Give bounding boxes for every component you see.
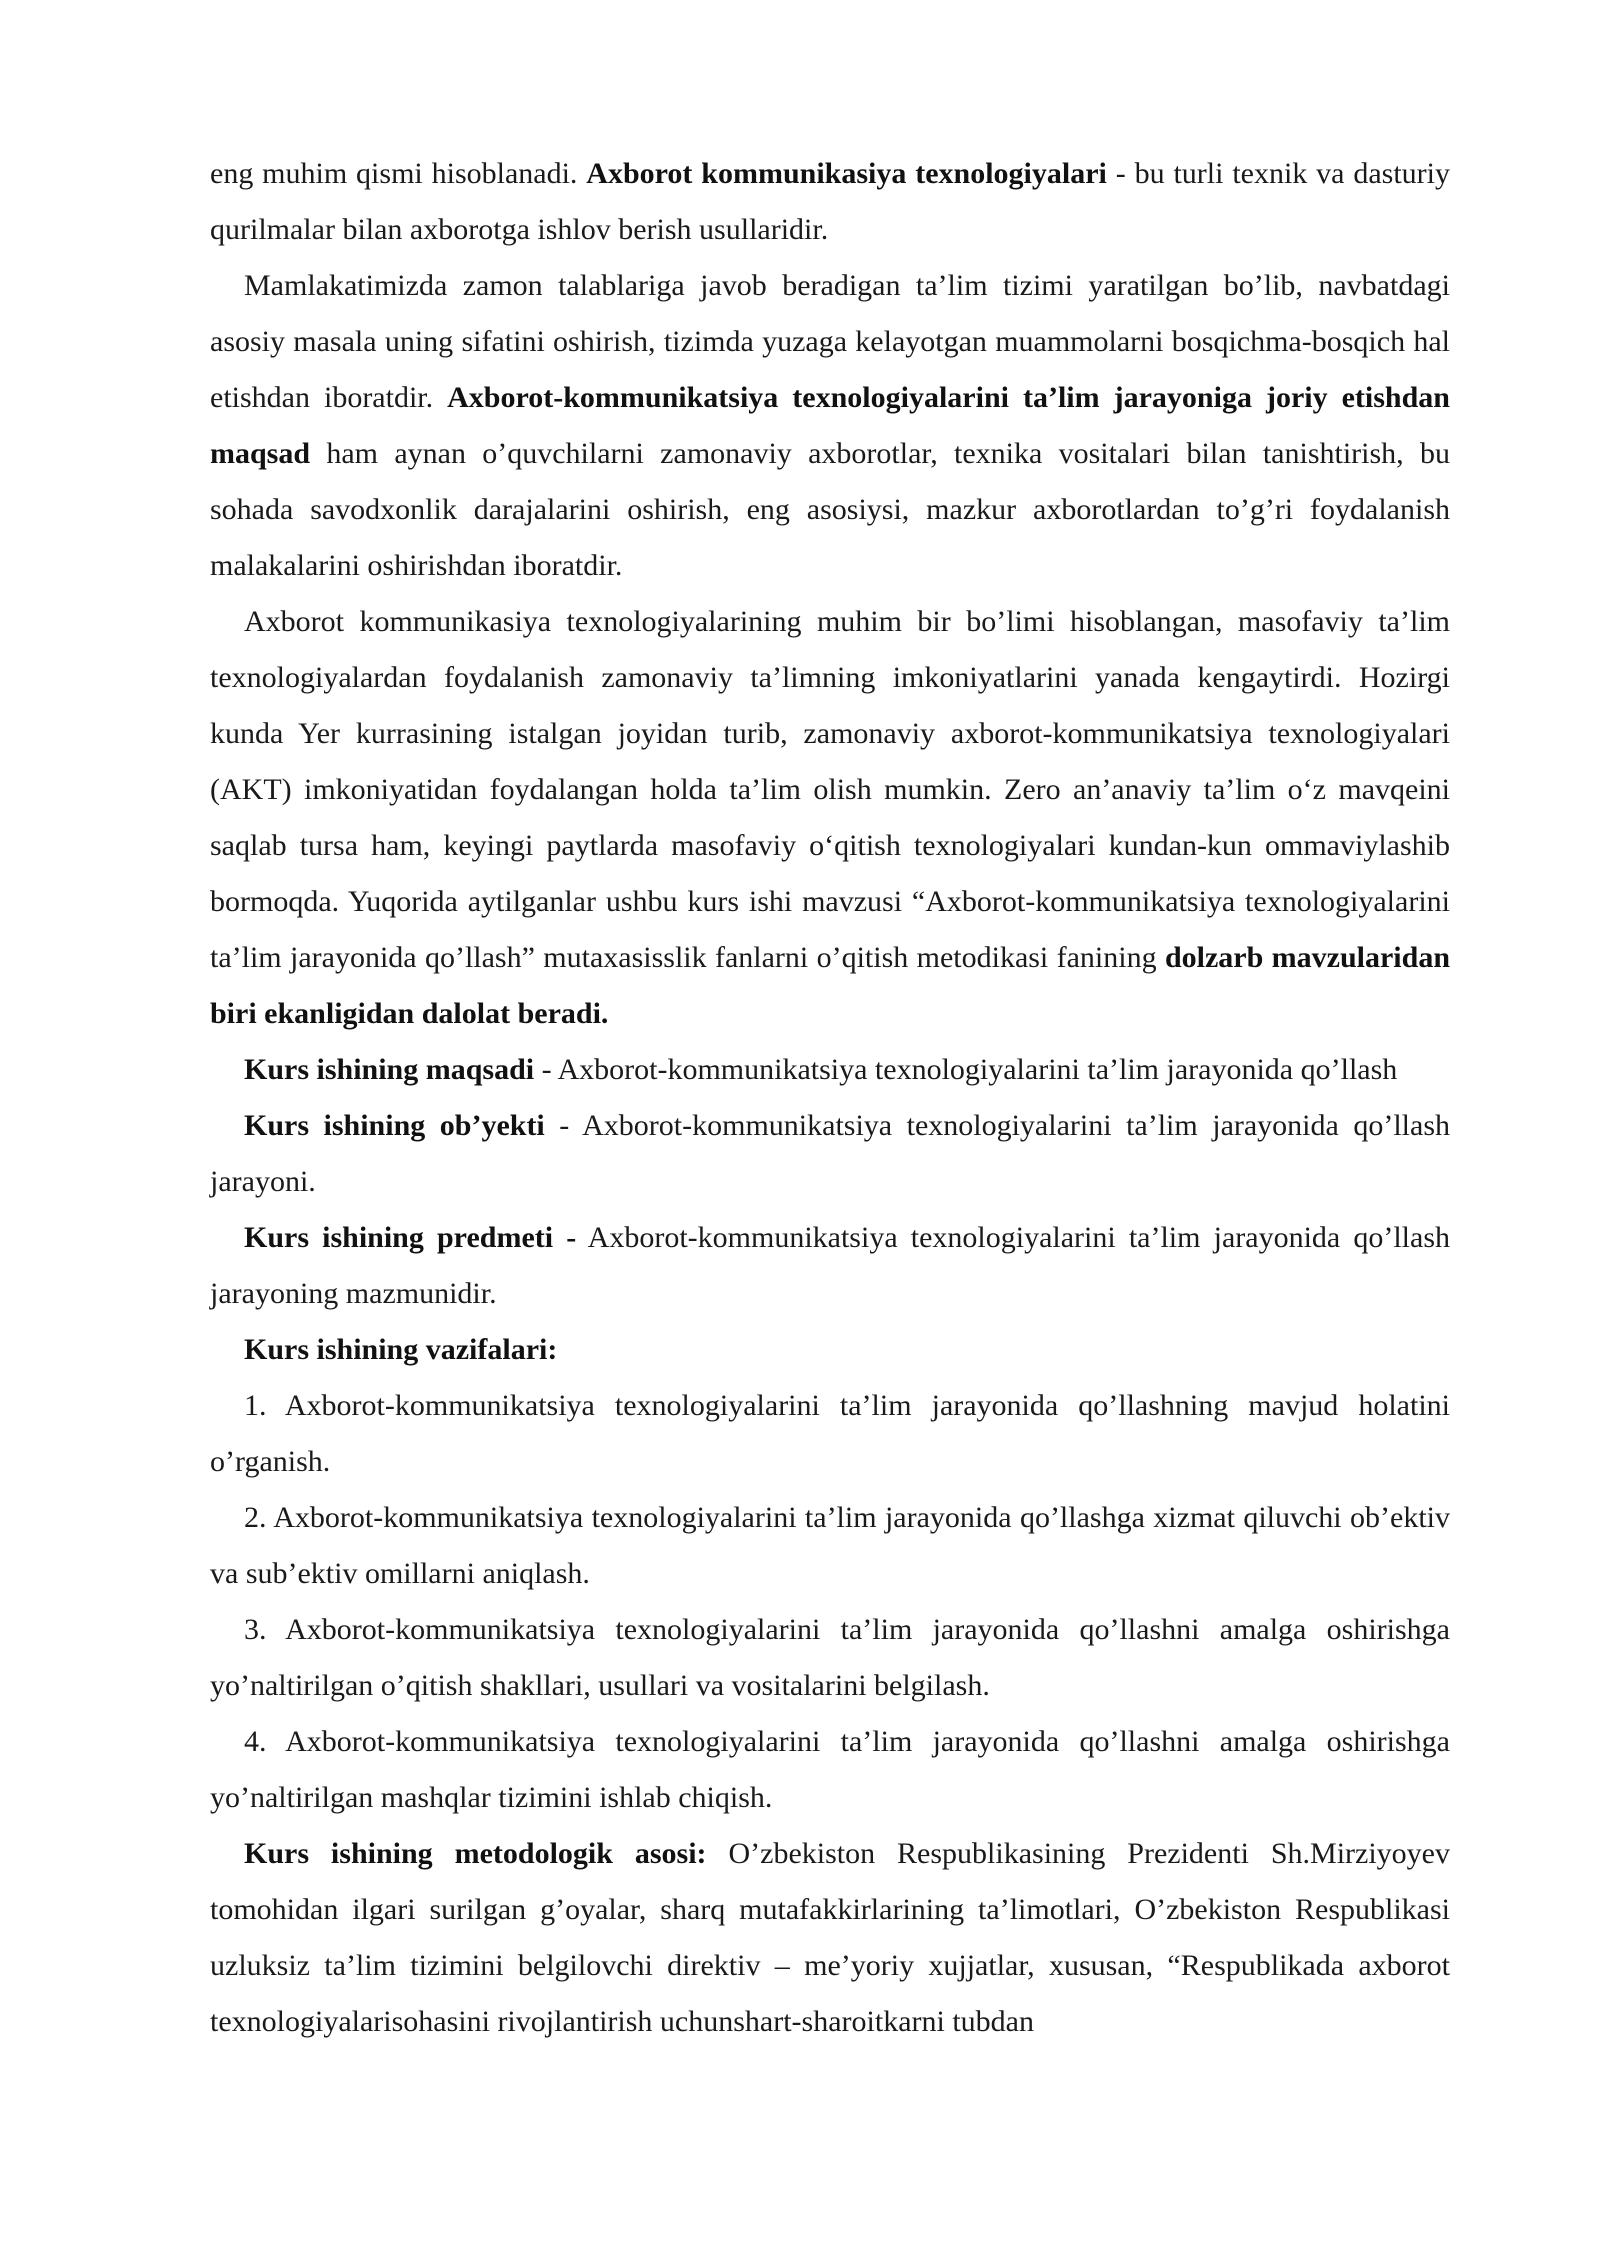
bold-term: Kurs ishining maqsadi xyxy=(244,1053,535,1086)
paragraph-purpose xyxy=(210,1042,1450,1098)
document-page xyxy=(210,146,1450,2050)
bold-term: dolzarb mavzularidan biri ekanligidan dalolat beradi. xyxy=(210,941,1451,1030)
text-span: ham aynan o’quvchilarni zamonaviy axborotlar, texnika vositalari bilan tanishtirish, bu sohada savodxonlik darajalarini oshirish, eng asosiysi, mazkur axborotlardan to’g’ri foydalanish malakalarini oshirishdan iboratdir. xyxy=(210,437,1450,582)
task-item: 3. Axborot-kommunikatsiya texnologiyalarini ta’lim jarayonida qo’llashni amalga oshirishga yo’naltirilgan o’qitish shakllari, usullari va vositalarini belgilash. xyxy=(210,1613,1450,1702)
text-span: - Axborot-kommunikatsiya texnologiyalarini ta’lim jarayonida qo’llash jarayoni. xyxy=(210,1109,1450,1198)
paragraph-subject xyxy=(210,1210,1450,1322)
text-span: Axborot kommunikasiya texnologiyalarining muhim bir bo’limi hisoblangan, masofaviy ta’lim texnologiyalardan foydalanish zamonaviy ta’limning imkoniyatlarini yanada kengaytirdi. Hozirgi kunda Yer kurrasining istalgan joyidan turib, zamonaviy axborot-kommunikatsiya texnologiyalari (AKT) imkoniyatidan foydalangan holda ta’lim olish mumkin. Zero an’anaviy ta’lim o‘z mavqeini saqlab tursa ham, keyingi paytlarda masofaviy o‘qitish texnologiyalari kundan-kun ommaviylashib bormoqda. Yuqorida aytilganlar ushbu kurs ishi mavzusi “Axborot-kommunikatsiya texnologiyalarini ta’lim jarayonida qo’llash” mutaxasisslik fanlarni o’qitish metodikasi fanining xyxy=(210,605,1450,974)
text-span: eng muhim qismi hisoblanadi. xyxy=(210,157,587,190)
task-item: 4. Axborot-kommunikatsiya texnologiyalarini ta’lim jarayonida qo’llashni amalga oshirishga yo’naltirilgan mashqlar tizimini ishlab chiqish. xyxy=(210,1725,1450,1814)
task-item: 1. Axborot-kommunikatsiya texnologiyalarini ta’lim jarayonida qo’llashning mavjud holatini o’rganish. xyxy=(210,1389,1450,1478)
paragraph-intro xyxy=(210,146,1450,258)
paragraph-distance-learning xyxy=(210,594,1450,1042)
bold-term: Kurs ishining vazifalari: xyxy=(244,1333,558,1366)
paragraph-goal xyxy=(210,258,1450,594)
bold-term: Kurs ishining predmeti - xyxy=(244,1221,577,1254)
text-span: - Axborot-kommunikatsiya texnologiyalarini ta’lim jarayonida qo’llash xyxy=(534,1053,1398,1086)
text-span: Axborot-kommunikatsiya texnologiyalarini ta’lim jarayonida qo’llash jarayoning mazmunidir. xyxy=(210,1221,1450,1310)
bold-term: Axborot-kommunikatsiya texnologiyalarini ta’lim jarayoniga joriy etishdan maqsad xyxy=(210,381,1450,470)
bold-term: Kurs ishining metodologik asosi: xyxy=(244,1837,707,1870)
bold-term: Axborot kommunikasiya texnologiyalari xyxy=(586,157,1107,190)
task-item: 2. Axborot-kommunikatsiya texnologiyalarini ta’lim jarayonida qo’llashga xizmat qiluvchi ob’ektiv va sub’ektiv omillarni aniqlash. xyxy=(210,1501,1450,1590)
text-span: O’zbekiston Respublikasining Prezidenti Sh.Mirziyoyev tomohidan ilgari surilgan g’oyalar, sharq mutafakkirlarining ta’limotlari, O’zbekiston Respublikasi uzluksiz ta’lim tizimini belgilovchi direktiv – me’yoriy xujjatlar, xususan, “Respublikada axborot texnologiyalarisohasini rivojlantirish uchunshart-sharoitkarni tubdan xyxy=(210,1837,1450,2038)
text-span: Mamlakatimizda zamon talablariga javob beradigan ta’lim tizimi yaratilgan bo’lib, navbatdagi asosiy masala uning sifatini oshirish, tizimda yuzaga kelayotgan muammolarni bosqichma-bosqich hal etishdan iboratdir. xyxy=(210,269,1450,414)
paragraph-methodology xyxy=(210,1826,1450,2050)
paragraph-object xyxy=(210,1098,1450,1210)
text-span: - bu turli texnik va dasturiy qurilmalar bilan axborotga ishlov berish usullaridir. xyxy=(210,157,1451,246)
bold-term: Kurs ishining ob’yekti xyxy=(244,1109,545,1142)
tasks-heading xyxy=(210,1322,1450,1378)
